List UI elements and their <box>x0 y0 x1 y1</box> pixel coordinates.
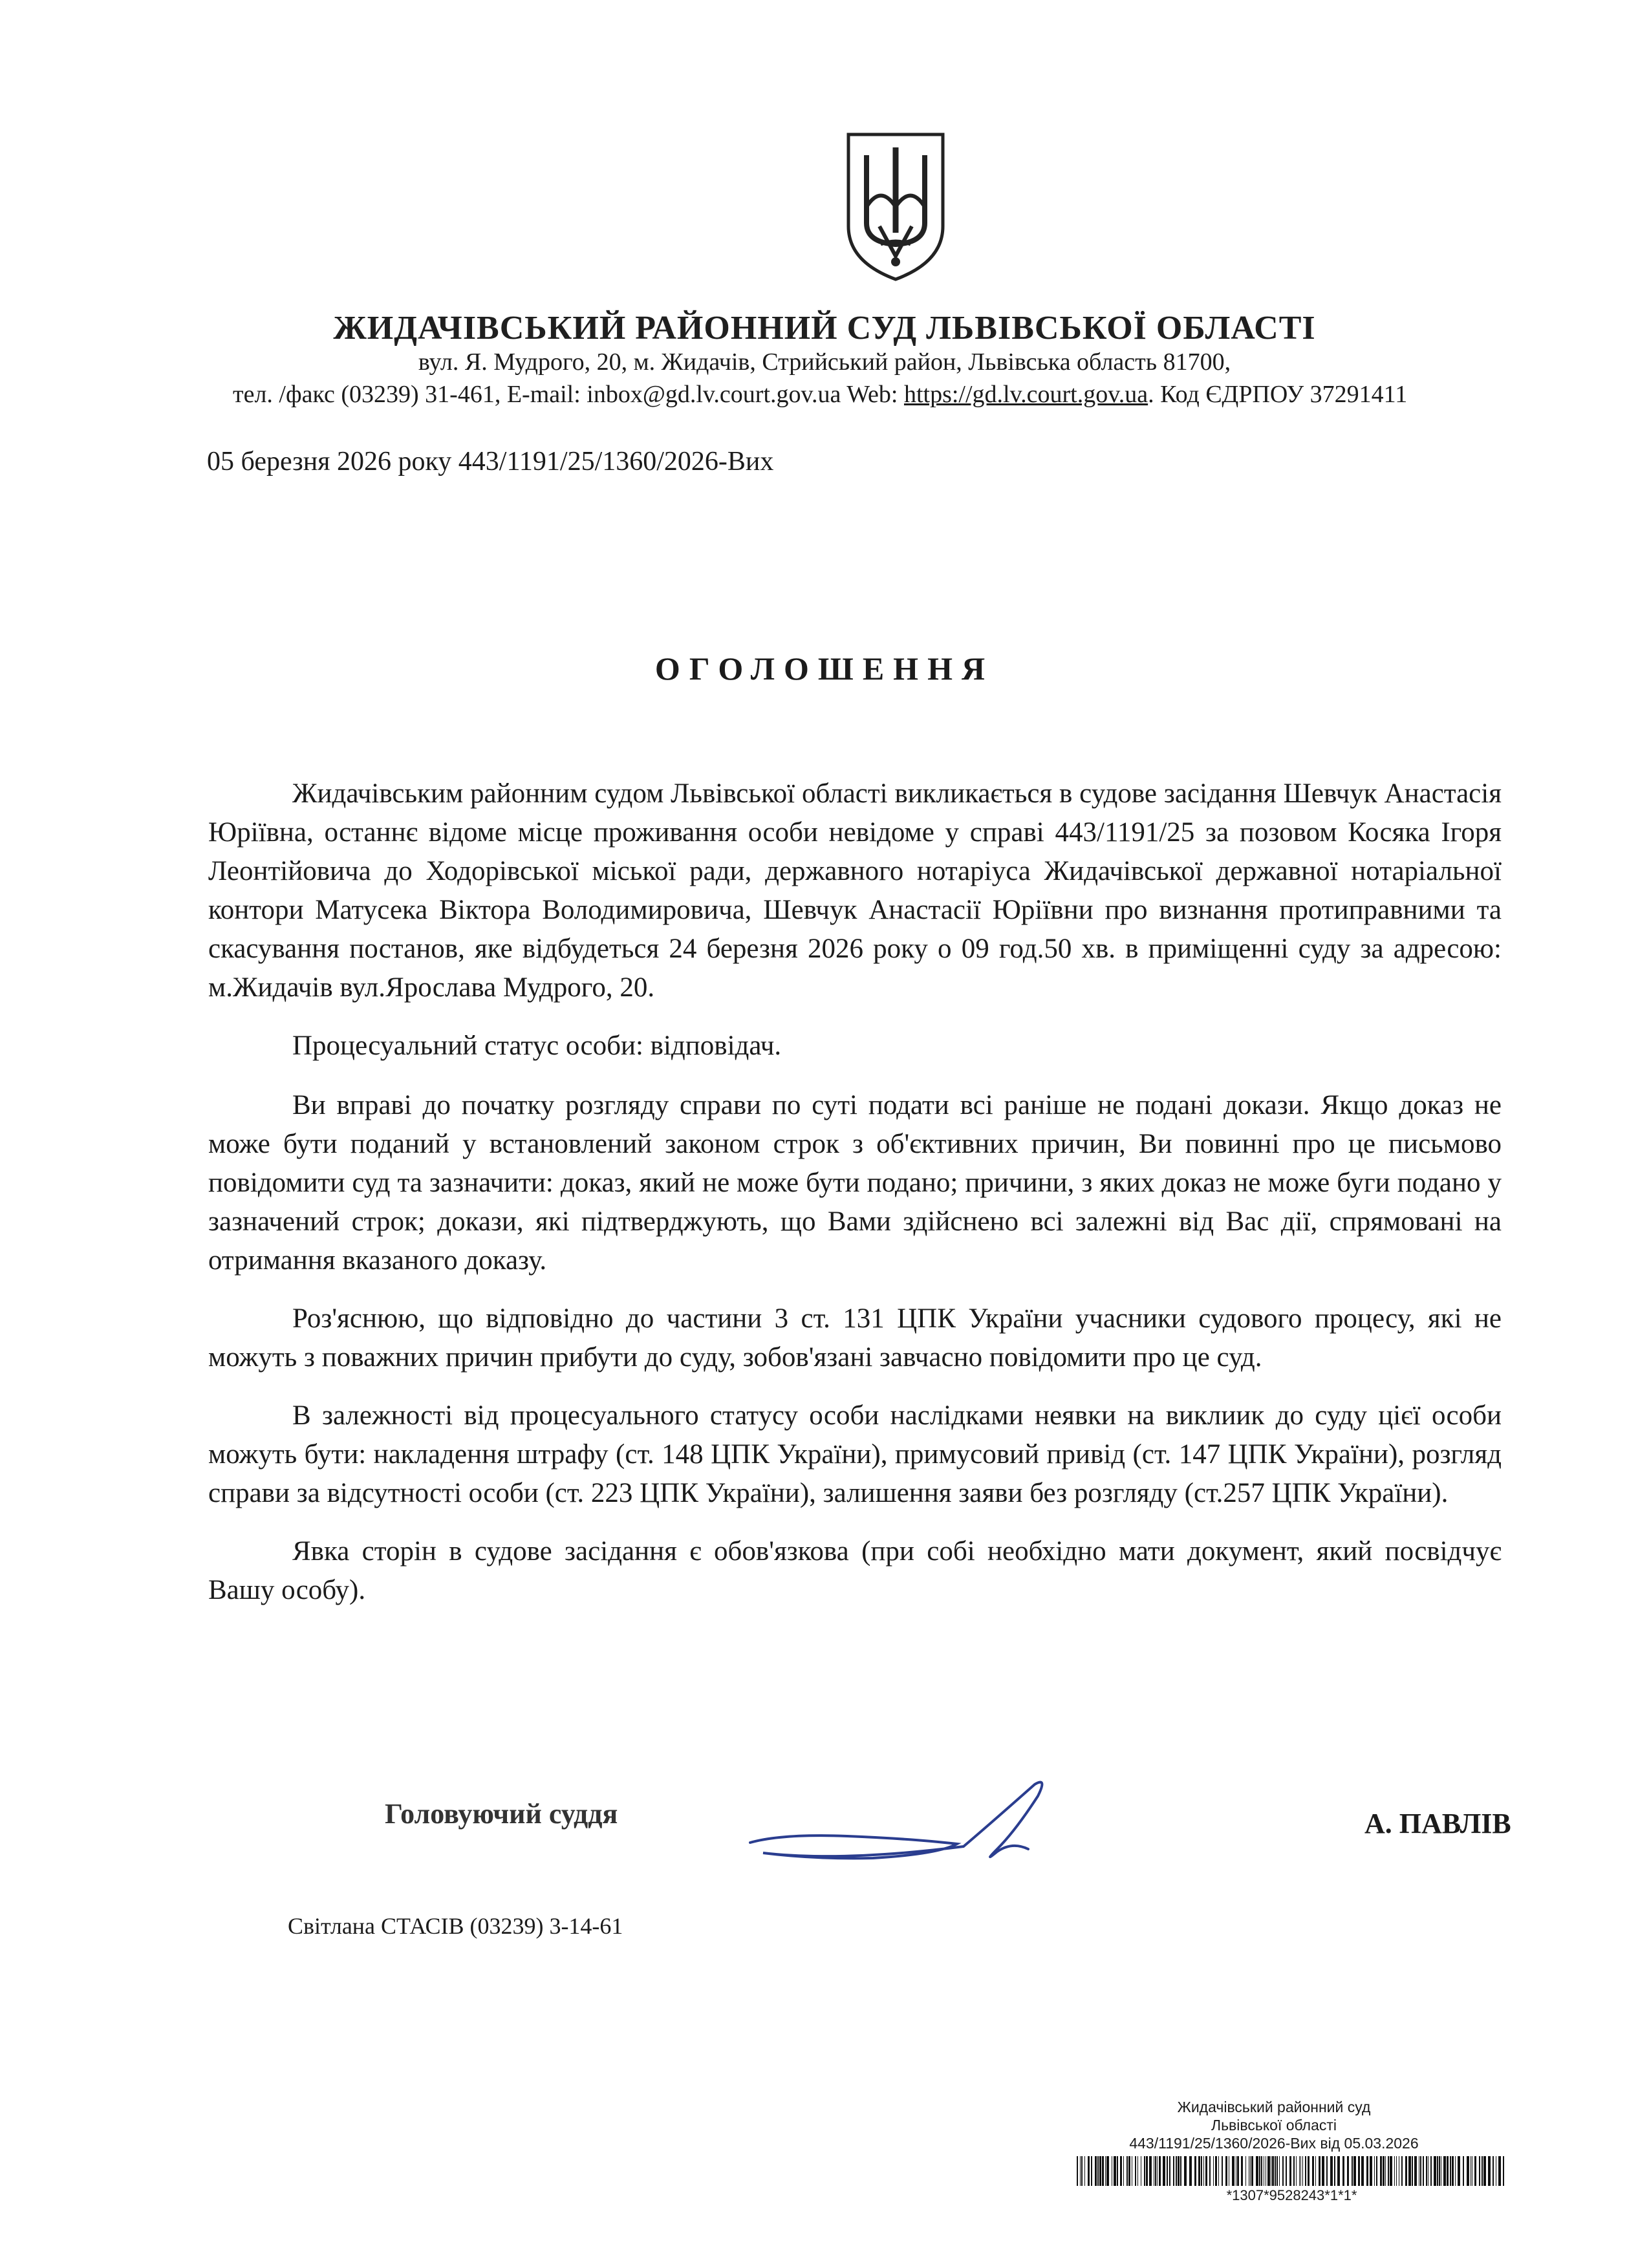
barcode-bar <box>1483 2156 1486 2186</box>
barcode-bar <box>1330 2156 1333 2186</box>
barcode-bar <box>1146 2156 1148 2186</box>
barcode-bar <box>1380 2156 1382 2186</box>
barcode-bar <box>1081 2156 1083 2186</box>
barcode-bar <box>1347 2156 1349 2186</box>
barcode-bar <box>1256 2156 1258 2186</box>
barcode-bar <box>1189 2156 1192 2186</box>
barcode-bar <box>1439 2156 1440 2186</box>
barcode-bar <box>1126 2156 1128 2186</box>
court-name: ЖИДАЧІВСЬКИЙ РАЙОННИЙ СУД ЛЬВІВСЬКОЇ ОБЛАСТІ <box>333 310 1316 347</box>
handwritten-signature <box>744 1771 1093 1875</box>
barcode-bar <box>1315 2156 1316 2186</box>
barcode-bar <box>1305 2156 1306 2186</box>
barcode-bar <box>1237 2156 1239 2186</box>
barcode-bar <box>1412 2156 1413 2186</box>
barcode-bar <box>1414 2156 1417 2186</box>
stamp-reg-number: 443/1191/25/1360/2026-Вих від 05.03.2026 <box>1129 2135 1419 2152</box>
barcode-bar <box>1099 2156 1101 2186</box>
barcode-bar <box>1218 2156 1219 2186</box>
court-address: вул. Я. Мудрого, 20, м. Жидачів, Стрийський район, Львівська область 81700, <box>418 348 1231 376</box>
barcode-bar <box>1097 2156 1099 2186</box>
barcode-bar <box>1326 2156 1328 2186</box>
barcode-bar <box>1463 2156 1464 2186</box>
barcode-bar <box>1225 2156 1227 2186</box>
barcode-bar <box>1117 2156 1118 2186</box>
trident-emblem-icon <box>841 129 951 284</box>
barcode-bar <box>1272 2156 1274 2186</box>
barcode-bar <box>1203 2156 1204 2186</box>
barcode-bar <box>1077 2156 1078 2186</box>
barcode-bar <box>1259 2156 1260 2186</box>
barcode-bar <box>1383 2156 1385 2186</box>
barcode-bar <box>1241 2156 1243 2186</box>
barcode-bar <box>1482 2156 1483 2186</box>
barcode-bar <box>1430 2156 1432 2186</box>
barcode-bar <box>1300 2156 1301 2186</box>
barcode-bar <box>1149 2156 1152 2186</box>
barcode-bar <box>1095 2156 1097 2186</box>
barcode-bar <box>1080 2156 1081 2186</box>
court-website-link[interactable]: https://gd.lv.court.gov.ua <box>903 381 1148 408</box>
document-title: ОГОЛОШЕННЯ <box>654 650 995 687</box>
barcode-bar <box>1213 2156 1214 2186</box>
barcode-bar <box>1106 2156 1109 2186</box>
barcode-bar <box>1319 2156 1320 2186</box>
barcode-bar <box>1245 2156 1246 2186</box>
barcode-bar <box>1361 2156 1364 2186</box>
contacts-suffix: . Код ЄДРПОУ 37291411 <box>1148 381 1408 408</box>
barcode-bar <box>1275 2156 1276 2186</box>
barcode <box>1077 2156 1507 2186</box>
notice-body <box>208 775 1502 1629</box>
barcode-bar <box>1394 2156 1395 2186</box>
barcode-bar <box>1120 2156 1122 2186</box>
barcode-bar <box>1091 2156 1092 2186</box>
outgoing-number: 05 березня 2026 року 443/1191/25/1360/2026-Вих <box>207 447 774 476</box>
barcode-bar <box>1405 2156 1407 2186</box>
signatory-role: Головуючий суддя <box>385 1798 618 1830</box>
barcode-bar <box>1286 2156 1287 2186</box>
barcode-bar <box>1396 2156 1397 2186</box>
barcode-bar <box>1358 2156 1360 2186</box>
barcode-bar <box>1352 2156 1353 2186</box>
barcode-bar <box>1123 2156 1124 2186</box>
barcode-bar <box>1426 2156 1427 2186</box>
barcode-bar <box>1423 2156 1424 2186</box>
barcode-bar <box>1289 2156 1291 2186</box>
barcode-bar <box>1194 2156 1196 2186</box>
barcode-bar <box>1312 2156 1314 2186</box>
barcode-bar <box>1163 2156 1165 2186</box>
barcode-bar <box>1180 2156 1181 2186</box>
paragraph-status: Процесуальний статус особи: відповідач. <box>292 1031 782 1061</box>
barcode-bar <box>1342 2156 1344 2186</box>
barcode-bar <box>1102 2156 1104 2186</box>
barcode-bar <box>1401 2156 1403 2186</box>
barcode-bar <box>1458 2156 1460 2186</box>
stamp-region: Львівської області <box>1211 2117 1337 2134</box>
barcode-bar <box>1137 2156 1138 2186</box>
barcode-bar <box>1302 2156 1303 2186</box>
barcode-bar <box>1279 2156 1280 2186</box>
paragraph-consequences: В залежності від процесуального статусу особи наслідками неявки на виклиик до суду цієї особи можуть бути: накладення штрафу (ст. 148 ЦПК України), примусовий привід (ст. 147 ЦПК України), розгляд справи за відсутності особи (ст. 223 ЦПК України), залишення заяви без розгляду (ст.257 ЦПК України). <box>208 1400 1502 1508</box>
barcode-bar <box>1209 2156 1211 2186</box>
barcode-bar <box>1105 2156 1106 2186</box>
barcode-bar <box>1088 2156 1090 2186</box>
barcode-bar <box>1201 2156 1202 2186</box>
barcode-bar <box>1467 2156 1469 2186</box>
barcode-bar <box>1261 2156 1262 2186</box>
paragraph-evidence: Ви вправі до початку розгляду справи по суті подати всі раніше не подані докази. Якщо доказ не може бути поданий у встановлений законом строк з об'єктивних причин, Ви повинні про це письмово повідомити суд та зазначити: доказ, який не може бути подано; причини, з яких доказ не може буги подано у зазначений строк; докази, які підтверджують, що Вами здійснено всі залежні від Вас дії, спрямовані на отримання вказаного доказу. <box>208 1090 1502 1276</box>
barcode-bar <box>1251 2156 1253 2186</box>
paragraph-notice: Роз'яснюю, що відповідно до частини 3 ст. 131 ЦПК України учасники судового процесу, які не можуть з поважних причин прибути до суду, зобов'язані завчасно повідомити про це суд. <box>208 1303 1502 1373</box>
barcode-bar <box>1159 2156 1161 2186</box>
barcode-bar <box>1169 2156 1170 2186</box>
barcode-bar <box>1488 2156 1491 2186</box>
barcode-bar <box>1232 2156 1234 2186</box>
barcode-bar <box>1198 2156 1200 2186</box>
barcode-bar <box>1173 2156 1174 2186</box>
barcode-bar <box>1388 2156 1389 2186</box>
barcode-bar <box>1374 2156 1375 2186</box>
barcode-bar <box>1443 2156 1446 2186</box>
registration-stamp <box>1048 2098 1500 2152</box>
barcode-bar <box>1385 2156 1386 2186</box>
barcode-bar <box>1250 2156 1251 2186</box>
barcode-bar <box>1366 2156 1368 2186</box>
barcode-bar <box>1455 2156 1456 2186</box>
barcode-bar <box>1452 2156 1454 2186</box>
barcode-bar <box>1479 2156 1480 2186</box>
barcode-bar <box>1390 2156 1392 2186</box>
paragraph-summons: Жидачівським районним судом Львівської області викликається в судове засідання Шевчук Анастасія Юріївна, останнє відоме місце проживання особи невідоме у справі 443/1191/25 за позовом Косяка Ігоря Леонтійовича до Ходорівської міської ради, державного нотаріуса Жидачівської державної нотаріальної контори Матусека Віктора Володимировича, Шевчук Анастасії Юріївни про визнання протиправними та скасування постанов, яке відбудеться 24 березня 2026 року о 09 год.50 хв. в приміщенні суду за адресою: м.Жидачів вул.Ярослава Мудрого, 20. <box>208 778 1502 1003</box>
barcode-bar <box>1447 2156 1449 2186</box>
barcode-bar <box>1474 2156 1476 2186</box>
barcode-bar <box>1370 2156 1372 2186</box>
barcode-bar <box>1434 2156 1436 2186</box>
barcode-bar <box>1296 2156 1297 2186</box>
barcode-bar <box>1337 2156 1340 2186</box>
barcode-bar <box>1144 2156 1145 2186</box>
barcode-bar <box>1135 2156 1136 2186</box>
barcode-bar <box>1503 2156 1504 2186</box>
barcode-bar <box>1282 2156 1284 2186</box>
barcode-bar <box>1299 2156 1300 2186</box>
barcode-bar <box>1215 2156 1217 2186</box>
barcode-bar <box>1267 2156 1270 2186</box>
signatory-name: А. ПАВЛІВ <box>1364 1808 1511 1839</box>
barcode-bar <box>1408 2156 1411 2186</box>
barcode-bar <box>1155 2156 1156 2186</box>
barcode-bar <box>1420 2156 1421 2186</box>
barcode-bar <box>1293 2156 1295 2186</box>
barcode-bar <box>1176 2156 1177 2186</box>
barcode-bar <box>1376 2156 1377 2186</box>
barcode-bar <box>1493 2156 1494 2186</box>
barcode-bar <box>1222 2156 1223 2186</box>
barcode-bar <box>1277 2156 1278 2186</box>
barcode-bar <box>1114 2156 1116 2186</box>
barcode-bar <box>1128 2156 1130 2186</box>
barcode-bar <box>1308 2156 1310 2186</box>
barcode-bar <box>1437 2156 1438 2186</box>
stamp-court: Жидачівський районний суд <box>1177 2099 1371 2115</box>
paragraph-attendance: Явка сторін в судове засідання є обов'язкова (при собі необхідно мати документ, який посвідчує Вашу особу). <box>208 1536 1502 1605</box>
barcode-bar <box>1334 2156 1335 2186</box>
barcode-bar <box>1157 2156 1158 2186</box>
barcode-bar <box>1084 2156 1085 2186</box>
barcode-bar <box>1353 2156 1356 2186</box>
barcode-bar <box>1450 2156 1451 2186</box>
executor-contact: Світлана СТАСІВ (03239) 3-14-61 <box>288 1913 623 1939</box>
barcode-bar <box>1184 2156 1187 2186</box>
barcode-bar <box>1205 2156 1207 2186</box>
barcode-bar <box>1498 2156 1501 2186</box>
contacts-prefix: тел. /факс (03239) 31-461, E-mail: inbox@gd.lv.court.gov.ua Web: <box>233 381 904 408</box>
barcode-bar <box>1167 2156 1168 2186</box>
court-contacts <box>233 380 1526 409</box>
barcode-number: *1307*9528243*1*1* <box>1226 2187 1357 2203</box>
barcode-bar <box>1178 2156 1180 2186</box>
barcode-bar <box>1322 2156 1324 2186</box>
